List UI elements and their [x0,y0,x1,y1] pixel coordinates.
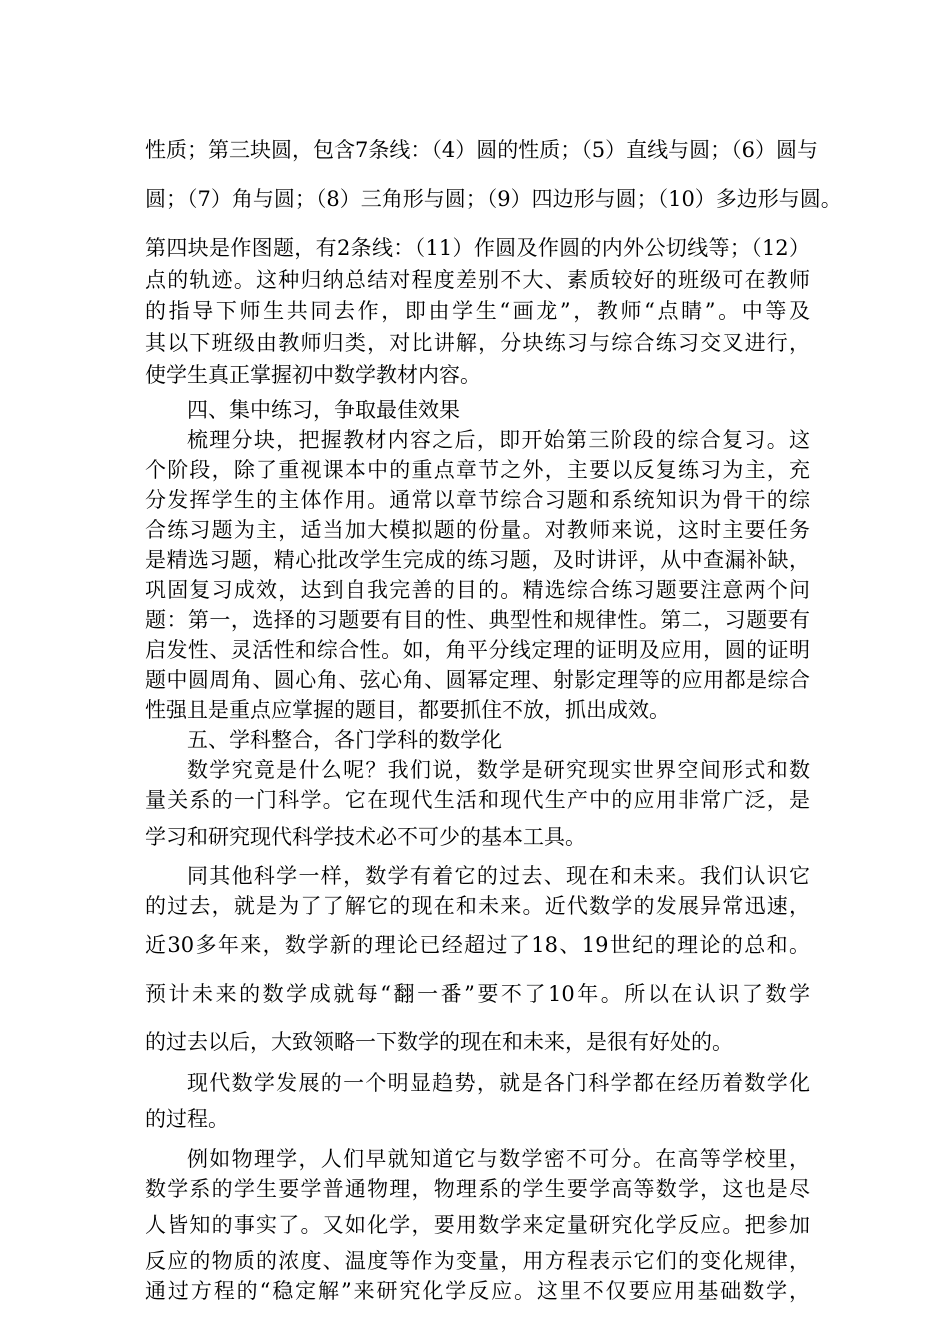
text-line: 数学究竟是什么呢？我们说，数学是研究现实世界空间形式和数 [187,758,810,782]
text-line: 近30多年来，数学新的理论已经超过了18、19世纪的理论的总和。 [145,933,810,957]
text-line: 学习和研究现代科学技术必不可少的基本工具。 [145,825,586,849]
text-line: 第四块是作图题，有2条线：（11）作圆及作圆的内外公切线等；（12） [145,236,810,260]
text-line: 数学系的学生要学普通物理，物理系的学生要学高等数学，这也是尽 [145,1177,810,1201]
text-line: 量关系的一门科学。它在现代生活和现代生产中的应用非常广泛，是 [145,788,810,812]
text-line: 的过程。 [145,1107,229,1131]
text-line: 例如物理学，人们早就知道它与数学密不可分。在高等学校里， [187,1147,810,1171]
text-line: 性强且是重点应掌握的题目，都要抓住不放，抓出成效。 [145,698,670,722]
text-line: 题中圆周角、圆心角、弦心角、圆幂定理、射影定理等的应用都是综合 [145,668,810,692]
text-line: 其以下班级由教师归类，对比讲解，分块练习与综合练习交叉进行， [145,331,810,355]
text-line: 启发性、灵活性和综合性。如，角平分线定理的证明及应用，圆的证明 [145,638,810,662]
text-line: 人皆知的事实了。又如化学，要用数学来定量研究化学反应。把参加 [145,1213,810,1237]
text-line: 是精选习题，精心批改学生完成的练习题，及时讲评，从中查漏补缺， [145,548,810,572]
text-line: 合练习题为主，适当加大模拟题的份量。对教师来说，这时主要任务 [145,518,810,542]
text-line: 通过方程的“稳定解”来研究化学反应。这里不仅要应用基础数学， [145,1279,810,1303]
section-heading: 四、集中练习，争取最佳效果 [187,398,460,422]
text-line: 梳理分块，把握教材内容之后，即开始第三阶段的综合复习。这 [187,428,810,452]
text-line: 圆；（7）角与圆；（8）三角形与圆；（9）四边形与圆；（10）多边形与圆。 [145,187,842,211]
section-heading: 五、学科整合，各门学科的数学化 [187,728,502,752]
text-line: 的过去，就是为了了解它的现在和未来。近代数学的发展异常迅速， [145,894,810,918]
text-line: 现代数学发展的一个明显趋势，就是各门科学都在经历着数学化 [187,1071,810,1095]
text-line: 题：第一，选择的习题要有目的性、典型性和规律性。第二，习题要有 [145,608,810,632]
text-line: 使学生真正掌握初中数学教材内容。 [145,363,481,387]
text-line: 个阶段，除了重视课本中的重点章节之外，主要以反复练习为主，充 [145,458,810,482]
text-line: 点的轨迹。这种归纳总结对程度差别不大、素质较好的班级可在教师 [145,268,810,292]
text-line: 反应的物质的浓度、温度等作为变量，用方程表示它们的变化规律， [145,1249,810,1273]
text-line: 分发挥学生的主体作用。通常以章节综合习题和系统知识为骨干的综 [145,488,810,512]
text-line: 巩固复习成效，达到自我完善的目的。精选综合练习题要注意两个问 [145,578,810,602]
text-line: 同其他科学一样，数学有着它的过去、现在和未来。我们认识它 [187,864,810,888]
text-line: 性质；第三块圆，包含7条线：（4）圆的性质；（5）直线与圆；（6）圆与 [145,138,818,162]
text-line: 的过去以后，大致领略一下数学的现在和未来，是很有好处的。 [145,1030,733,1054]
text-line: 预计未来的数学成就每“翻一番”要不了10年。所以在认识了数学 [145,982,810,1006]
text-line: 的指导下师生共同去作，即由学生“画龙”，教师“点睛”。中等及 [145,299,810,323]
